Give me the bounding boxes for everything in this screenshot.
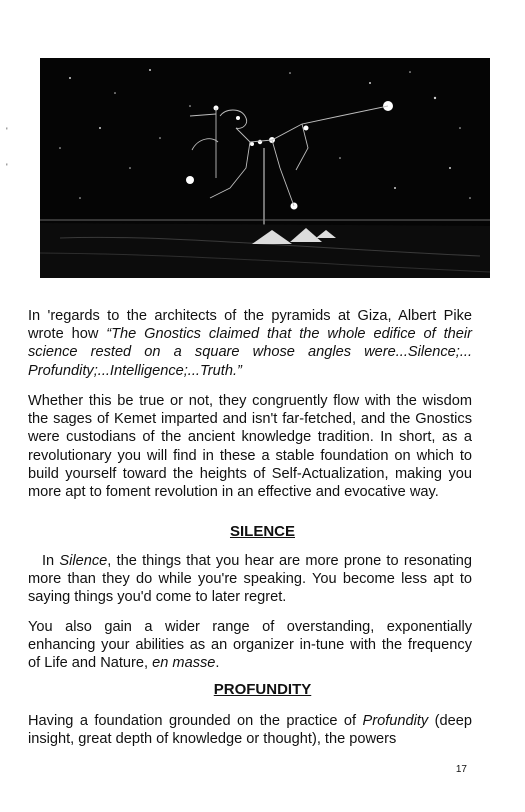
margin-mark: ' [6, 162, 8, 172]
pike-quote: “The Gnostics claimed that the whole edifice of their science rested on a square whose angles were...Silence;... Profundity;...Intelligence;...Truth.” [28, 326, 472, 379]
constellation-illustration [40, 58, 490, 278]
page-number: 17 [455, 764, 467, 775]
margin-mark: ' [6, 126, 8, 136]
paragraph-text: (deep insight, great depth of knowledge or thought), the powers [28, 713, 472, 748]
paragraph-text: In 'regards to the architects of the pyramids at Giza, Albert Pike wrote how [28, 308, 472, 343]
section-heading-profundity: PROFUNDITY [213, 681, 312, 698]
paragraph-overstanding [28, 618, 472, 673]
section-heading-silence: SILENCE [229, 523, 295, 540]
paragraph-gnostics: Whether this be true or not, they congruently flow with the wisdom the sages of Kemet imparted and isn't far-fetched, and the Gnostics were custodians of the ancient knowledge tradition. In short, as a revolutionary you will find in these a stable foundation on which to build yourself toward the heights of Self-Actualization, making you more apt to foment revolution in an effective and evocative way. [28, 393, 472, 501]
paragraph-text: , the things that you hear are more prone to resonating more than they do while you're speaking. You become less apt to saying things you'd come to later regret. [28, 553, 472, 606]
paragraph-text: In [42, 553, 60, 569]
paragraph-profundity [28, 712, 472, 748]
emphasis-profundity: Profundity [362, 713, 429, 729]
orion-pyramids-drawing [40, 58, 490, 278]
paragraph-text: Having a foundation grounded on the practice of [28, 713, 363, 729]
paragraph-text: . [215, 655, 220, 672]
paragraph-pike-quote [28, 307, 472, 380]
paragraph-text: You also gain a wider range of overstanding, exponentially enhancing your abilities as an organizer in-tune with the frequency of Life and Nature, [28, 619, 472, 672]
emphasis-silence: Silence [59, 553, 108, 569]
paragraph-silence [28, 552, 472, 607]
emphasis-en-masse: en masse [152, 655, 216, 672]
